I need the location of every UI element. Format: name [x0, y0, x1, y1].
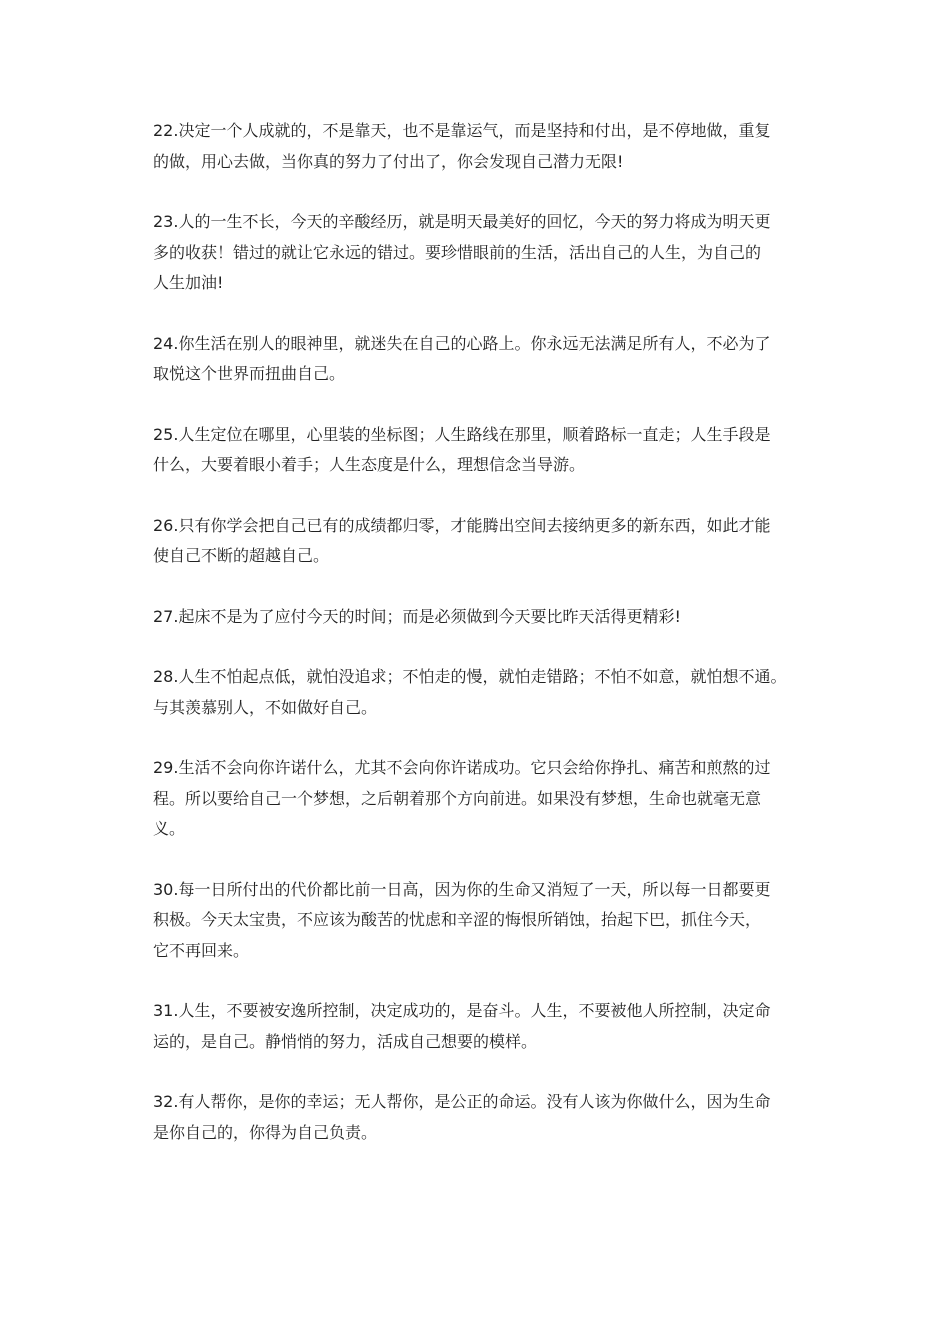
paragraph-line: 积极。今天太宝贵，不应该为酸苦的忧虑和辛涩的悔恨所销蚀，抬起下巴，抓住今天，	[153, 910, 762, 929]
paragraph-32	[153, 1087, 813, 1148]
paragraph-line: 30.每一日所付出的代价都比前一日高，因为你的生命又消短了一天，所以每一日都要更	[153, 879, 771, 899]
paragraph-line: 24.你生活在别人的眼神里，就迷失在自己的心路上。你永远无法满足所有人，不必为了	[153, 333, 771, 353]
paragraph-29	[153, 753, 813, 845]
paragraph-line: 与其羡慕别人，不如做好自己。	[153, 697, 378, 717]
paragraph-23	[153, 207, 813, 299]
paragraph-line: 是你自己的，你得为自己负责。	[153, 1122, 378, 1142]
paragraph-line: 29.生活不会向你许诺什么，尤其不会向你许诺成功。它只会给你挣扎、痛苦和煎熬的过	[153, 758, 771, 777]
paragraph-line: 使自己不断的超越自己。	[153, 546, 330, 565]
document-body	[153, 116, 813, 1178]
paragraph-line: 它不再回来。	[153, 940, 250, 960]
paragraph-line: 义。	[153, 819, 186, 838]
paragraph-line: 26.只有你学会把自己已有的成绩都归零，才能腾出空间去接纳更多的新东西，如此才能	[153, 515, 771, 535]
paragraph-line: 31.人生，不要被安逸所控制，决定成功的，是奋斗。人生，不要被他人所控制，决定命	[153, 1001, 771, 1020]
paragraph-24	[153, 329, 813, 390]
paragraph-line: 运的，是自己。静悄悄的努力，活成自己想要的模样。	[153, 1031, 538, 1051]
paragraph-line: 32.有人帮你，是你的幸运；无人帮你，是公正的命运。没有人该为你做什么，因为生命	[153, 1092, 771, 1111]
paragraph-line: 28.人生不怕起点低，就怕没追求；不怕走的慢，就怕走错路；不怕不如意，就怕想不通。	[153, 667, 787, 686]
paragraph-line: 多的收获！错过的就让它永远的错过。要珍惜眼前的生活，活出自己的人生，为自己的	[153, 242, 762, 262]
paragraph-26	[153, 511, 813, 572]
paragraph-line: 取悦这个世界而扭曲自己。	[153, 364, 346, 383]
paragraph-25	[153, 420, 813, 481]
paragraph-line: 25.人生定位在哪里，心里装的坐标图；人生路线在那里，顺着路标一直走；人生手段是	[153, 424, 771, 444]
paragraph-line: 23.人的一生不长，今天的辛酸经历，就是明天最美好的回忆，今天的努力将成为明天更	[153, 212, 771, 231]
paragraph-line: 22.决定一个人成就的，不是靠天，也不是靠运气，而是坚持和付出，是不停地做，重复	[153, 121, 771, 140]
paragraph-22	[153, 116, 813, 177]
paragraph-line: 程。所以要给自己一个梦想，之后朝着那个方向前进。如果没有梦想，生命也就毫无意	[153, 788, 762, 808]
paragraph-line: 人生加油!	[153, 273, 224, 292]
paragraph-27	[153, 602, 813, 633]
paragraph-30	[153, 875, 813, 967]
paragraph-31	[153, 996, 813, 1057]
paragraph-line: 的做，用心去做，当你真的努力了付出了，你会发现自己潜力无限!	[153, 151, 624, 171]
paragraph-line: 什么，大要着眼小着手；人生态度是什么，理想信念当导游。	[153, 455, 586, 474]
paragraph-28	[153, 662, 813, 723]
paragraph-line: 27.起床不是为了应付今天的时间；而是必须做到今天要比昨天活得更精彩!	[153, 606, 681, 626]
